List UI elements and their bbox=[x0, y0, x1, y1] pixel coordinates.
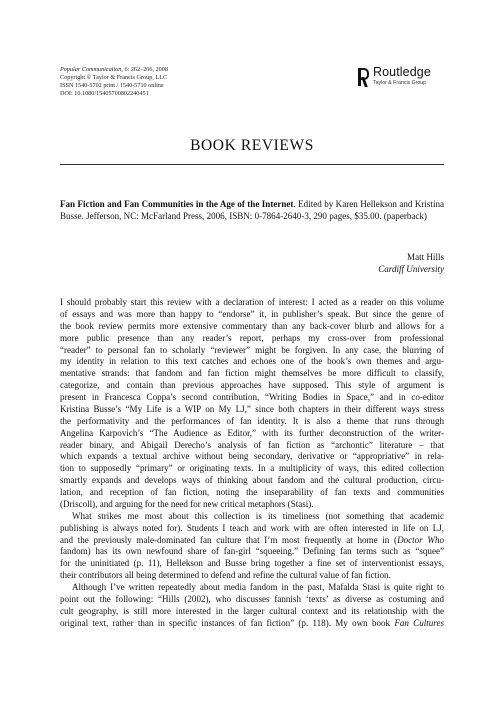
body-line: (Driscoll), and arguing for the need for new critical metaphors (Stasi). bbox=[60, 498, 314, 509]
section-title: BOOK REVIEWS bbox=[190, 137, 314, 154]
body-line: the performativity and the performances of fan identity. It is also a theme that runs through bbox=[60, 415, 444, 426]
body-line: of essays and was more than happy to “endorse” it, in publisher’s speak. But since the genre of bbox=[60, 308, 444, 319]
citation-editors: . Edited by Karen Hellekson and bbox=[293, 199, 413, 209]
publisher-tagline: Taylor & Francis Group bbox=[373, 80, 427, 86]
body-text-run: and the previously male-dominated fan culture that I’m most frequently at home in ( bbox=[60, 534, 398, 545]
copyright-line: Copyright © Taylor & Francis Group, LLC bbox=[60, 74, 168, 82]
body-line: “reader” to personal fan to scholarly “reviewer” might be forgiven. In any case, the blurring of bbox=[60, 344, 444, 355]
body-line: I should probably start this review with a declaration of interest: I acted as a reader on this volume bbox=[60, 297, 444, 307]
body-line: categorize, and contain than previous approaches have supposed. This style of argument is bbox=[60, 380, 444, 391]
book-title: Fan Fiction and Fan Communities in the Age of the Internet bbox=[60, 199, 294, 209]
body-line: more public presence than any reader’s report, perhaps my cross-over from professional bbox=[60, 332, 444, 343]
body-line bbox=[60, 618, 444, 630]
body-line: my identity in relation to this text catches and echoes one of the book’s own themes and argu- bbox=[60, 356, 444, 367]
body-line: for the uninitiated (p. 11), Hellekson and Busse bring together a fine set of interventionist essays, bbox=[60, 558, 444, 569]
body-line: What strikes me most about this collection is its timeliness (not something that academic bbox=[72, 510, 444, 521]
body-line: their contributors all being determined to defend and refine the cultural value of fan fiction. bbox=[60, 570, 391, 581]
body-line: which expands a textual archive without being secondary, derivative or “appropriative” in rela- bbox=[60, 451, 444, 462]
journal-volume-pages: , 6: 262–266, 2008 bbox=[121, 66, 168, 73]
body-line: Although I’ve written repeatedly about media fandom in the past, Mafalda Stasi is quite right to bbox=[72, 582, 444, 592]
book-title-reference: Fan Cultures bbox=[394, 617, 444, 628]
body-line: mentative strands: that fandom and fan fiction might themselves be more difficult to classify, bbox=[60, 368, 444, 379]
show-title: Doctor Who bbox=[397, 534, 444, 545]
journal-citation bbox=[60, 66, 168, 74]
body-text-run: original text, rather than in specific instances of fan fiction” (p. 118). My own book bbox=[60, 617, 395, 628]
body-line: the book review permits more extensive commentary than any back-cover blurb and allows for a bbox=[60, 320, 444, 331]
issn-line: ISSN 1540-5702 print / 1540-5710 online bbox=[60, 82, 164, 90]
reviewer-affiliation: Cardiff University bbox=[378, 264, 444, 275]
reviewer-block bbox=[60, 251, 444, 276]
body-line: publishing is always noted for). Students I teach and work with are often interested in life on LJ, bbox=[60, 522, 444, 533]
body-line: reader binary, and Abigail Derecho’s analysis of fan fiction as “archontic” literature – that bbox=[60, 439, 444, 450]
body-line: Angelina Karpovich’s “The Audience as Editor,” with its further deconstruction of the writer- bbox=[60, 427, 444, 438]
journal-name: Popular Communication bbox=[60, 66, 122, 73]
body-line: Kristina Busse’s “My Life is a WIP on My LJ,” since both chapters in their different ways stress bbox=[60, 403, 444, 414]
routledge-r-icon bbox=[358, 68, 369, 86]
publisher-logo bbox=[358, 66, 454, 92]
body-line: cult geography, is still more interested in the larger cultural context and its relationship with the bbox=[60, 605, 444, 616]
body-line: tion to supposedly “primary” or originating texts. In a multiplicity of ways, this edited collection bbox=[60, 463, 444, 474]
publisher-name: Routledge bbox=[373, 65, 431, 79]
journal-header bbox=[60, 66, 168, 98]
review-body bbox=[60, 297, 444, 630]
body-line: fandom) has its own newfound share of fan-girl “squeeing.” Defining fan terms such as “squee” bbox=[60, 546, 444, 557]
citation-publication: Kristina Busse. Jefferson, NC: McFarland Press, 2006, ISBN: 0-7864-2640-3, 290 pages, bbox=[60, 199, 444, 222]
body-line: smartly expands and develops ways of thinking about fandom and the cultural production, circu- bbox=[60, 475, 444, 486]
body-line: lation, and reception of fan fiction, noting the inseparability of fan texts and communities bbox=[60, 487, 444, 497]
body-line bbox=[60, 535, 444, 547]
book-citation bbox=[60, 198, 444, 223]
body-line: present in Francesca Coppa’s second contribution, “Writing Bodies in Space,” and in co-editor bbox=[60, 392, 444, 402]
citation-price: $35.00. (paperback) bbox=[354, 211, 427, 222]
doi-line: DOI: 10.1080/15405700802240451 bbox=[60, 90, 149, 98]
body-line: point out the following: “Hills (2002), who discusses fannish ‘texts’ as diverse as costuming and bbox=[60, 593, 444, 604]
title-divider bbox=[60, 164, 444, 165]
reviewer-name: Matt Hills bbox=[407, 252, 444, 262]
